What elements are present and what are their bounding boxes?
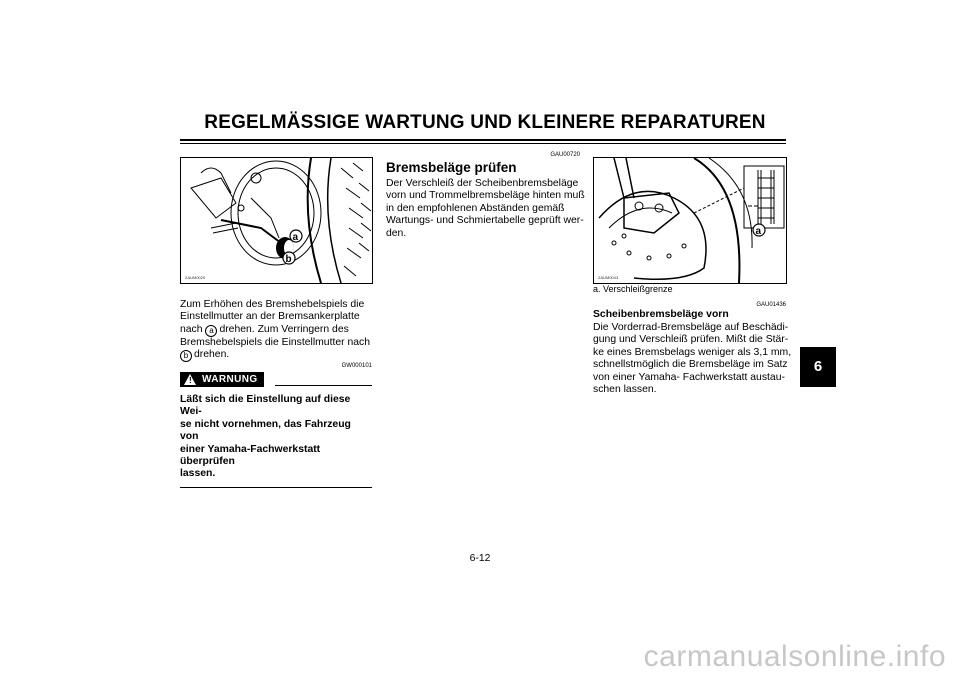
- header-rule-thin: [180, 143, 786, 144]
- warning-line: se nicht vornehmen, das Fahrzeug von: [180, 418, 351, 443]
- para-line: in den empfohlenen Abständen gemäß: [386, 202, 565, 214]
- brake-pad-figure: [593, 157, 787, 284]
- para-text: drehen.: [194, 349, 230, 361]
- figure-label-a: a: [755, 226, 762, 237]
- para-line: Einstellmutter an der Bremsankerplatte: [180, 311, 360, 323]
- para-text: drehen. Zum Verringern des: [219, 323, 349, 335]
- figure-caption: a. Verschleißgrenze: [593, 284, 673, 294]
- page-number: 6-12: [469, 553, 491, 564]
- section-title: Bremsbeläge prüfen: [386, 160, 517, 175]
- warning-label: WARNUNG: [202, 374, 258, 385]
- para-line: von einer Yamaha- Fachwerkstatt austau-: [593, 371, 785, 383]
- para-line: Der Verschleiß der Scheibenbremsbeläge: [386, 178, 579, 189]
- brake-adjuster-illustration: [181, 158, 372, 283]
- brake-pad-illustration: [594, 158, 786, 283]
- subsection-paragraph: [593, 322, 793, 396]
- figure-code: ZAUM0043: [598, 275, 619, 280]
- para-line: Die Vorderrad-Bremsbeläge auf Beschädi-: [593, 322, 789, 333]
- section-code: GAU00720: [550, 152, 580, 158]
- marker-b: b: [180, 350, 192, 362]
- warning-code: GW000101: [341, 363, 372, 369]
- figure-label-a: a: [292, 232, 299, 243]
- para-line: schnellstmöglich die Bremsbeläge im Satz: [593, 359, 788, 371]
- para-line: gung und Verschleiß prüfen. Mißt die Stär-: [593, 334, 789, 346]
- para-line: Zum Erhöhen des Bremshebelspiels die: [180, 299, 365, 310]
- chapter-tab: 6: [800, 347, 836, 387]
- para-line: Bremshebelspiels die Einstellmutter nach: [180, 336, 371, 348]
- subsection-code: GAU01436: [756, 302, 786, 308]
- para-line: Wartungs- und Schmiertabelle geprüft wer-: [386, 215, 584, 227]
- figure-label-b: b: [285, 254, 292, 265]
- para-line: [180, 349, 380, 362]
- marker-a: a: [205, 325, 217, 337]
- warning-rule: [275, 385, 372, 386]
- warning-text: [180, 394, 372, 481]
- para-line: [180, 324, 380, 337]
- brake-lever-figure: [180, 157, 373, 284]
- warning-line: einer Yamaha-Fachwerkstatt überprüfen: [180, 443, 321, 468]
- warning-triangle-icon: !: [184, 374, 196, 385]
- page-title: REGELMÄSSIGE WARTUNG UND KLEINERE REPARATUREN: [204, 112, 766, 133]
- para-text: nach: [180, 323, 203, 335]
- para-line: schen lassen.: [593, 384, 657, 396]
- para-line: ke eines Bremsbelags weniger als 3,1 mm,: [593, 346, 792, 358]
- figure-code: ZAUM0020: [185, 275, 206, 280]
- adjustment-paragraph: [180, 299, 380, 362]
- warning-badge: [180, 372, 264, 387]
- warning-bottom-rule: [180, 487, 372, 488]
- header-rule: [180, 139, 786, 141]
- para-line: vorn und Trommelbremsbeläge hinten muß: [386, 190, 585, 202]
- subsection-title: Scheibenbremsbeläge vorn: [593, 309, 729, 320]
- warning-line: Läßt sich die Einstellung auf diese Wei-: [180, 394, 351, 418]
- warning-line: lassen.: [180, 468, 216, 480]
- watermark: carmanualsonline.info: [643, 640, 946, 673]
- para-line: den.: [386, 227, 407, 239]
- warning-box: [180, 372, 372, 488]
- section-intro: [386, 178, 586, 240]
